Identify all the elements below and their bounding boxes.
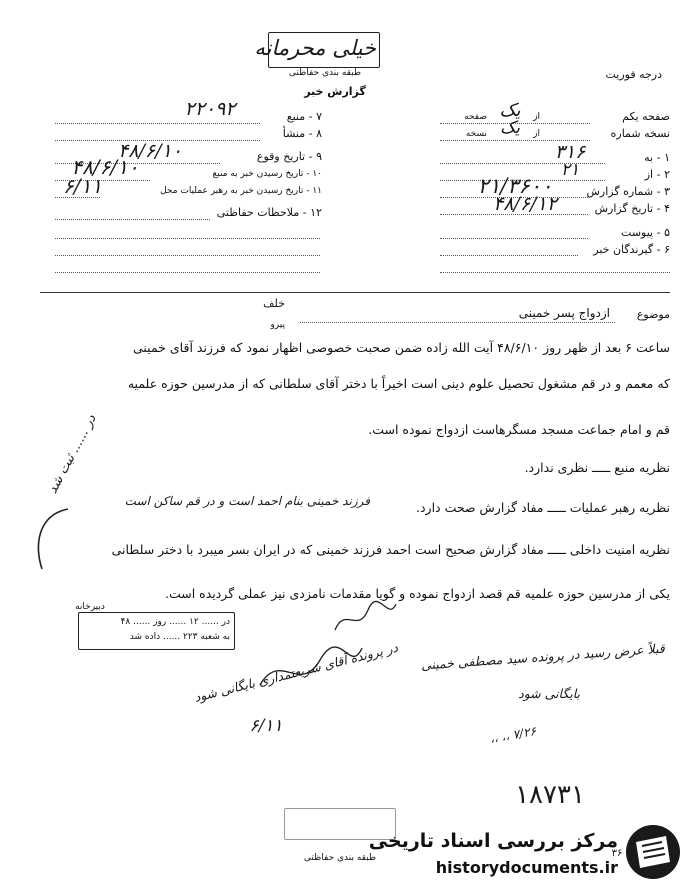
register-stamp-title: دبیرخانه bbox=[70, 602, 110, 612]
priority-label: درجه فوریت bbox=[605, 68, 662, 81]
classification-stamp: خیلی محرمانه bbox=[254, 36, 376, 60]
body-line-1: ساعت ۶ بعد از ظهر روز ۴۸/۶/۱۰ آیت الله زاده ضمن صحبت خصوصی اظهار نمود که فرزند آقای خمینی bbox=[132, 340, 670, 355]
signature-2-icon bbox=[330, 598, 400, 638]
subject-value: ازدواج پسر خمینی bbox=[518, 306, 610, 320]
handwritten-note-2: بایگانی شود bbox=[518, 686, 580, 701]
security-opinion-2: یکی از مدرسین حوزه علمیه قم قصد ازدواج نموده و گویا مقدمات نامزدی نیز عملی گردیده است. bbox=[164, 586, 670, 601]
to-value: ۳۱۶ bbox=[554, 141, 586, 163]
received-ops-dots bbox=[55, 197, 100, 198]
copy-value: یک bbox=[500, 118, 520, 138]
footer-classification-label: طبقه بندی حفاظتی bbox=[303, 853, 377, 863]
from-value: ۲۱ bbox=[560, 160, 580, 180]
logo-text: مرکز بررسی اسناد تاریخی bbox=[368, 830, 618, 852]
register-stamp-row-2: به شعبه ۲۲۳ ...... داده شد bbox=[129, 632, 230, 642]
subject-dots bbox=[300, 322, 615, 323]
classification-label: طبقه بندی حفاظتی bbox=[288, 68, 362, 78]
handwritten-note-3: در پرونده آقای شریعتمداری بایگانی شود bbox=[192, 639, 400, 705]
event-date-value: ۴۸/۶/۱۰ bbox=[118, 140, 182, 162]
to-label: ۱ - به bbox=[644, 151, 670, 164]
file-number: ۱۸۷۳۱ bbox=[515, 780, 585, 810]
file-label: خلف bbox=[263, 297, 285, 310]
security-opinion: نظریه امنیت داخلی ـــــ مفاد گزارش صحیح است احمد فرزند خمینی که در ایران بسر میبرد با دختر سلطانی bbox=[111, 542, 670, 557]
section-divider bbox=[40, 292, 670, 293]
logo-icon bbox=[622, 822, 684, 882]
attachment-label: ۵ - پیوست bbox=[621, 226, 670, 239]
report-date-label: ۴ - تاریخ گزارش bbox=[594, 202, 670, 215]
source-dots bbox=[55, 123, 260, 124]
page-word: صفحه bbox=[464, 112, 487, 122]
received-source-label: ۱۰ - تاریخ رسیدن خبر به منبع bbox=[212, 169, 322, 179]
margin-bracket-icon bbox=[28, 505, 78, 575]
copy-label: نسخه شماره bbox=[610, 127, 670, 140]
recipients-dots-2 bbox=[440, 272, 670, 273]
from-label: ۲ - از bbox=[644, 168, 670, 181]
report-date-dots bbox=[440, 214, 588, 215]
register-stamp-row-1: در ...... ۱۲ ...... روز ...... ۴۸ bbox=[120, 617, 230, 627]
handwritten-note-1: قبلاً عرض رسید در پرونده سید مصطفی خمینی bbox=[420, 640, 666, 673]
signature-date-2: ۷/۲۶ ،، ،، bbox=[488, 724, 538, 746]
attachment-dots bbox=[440, 238, 588, 239]
page-of: از bbox=[533, 112, 540, 122]
source-value: ۲۲۰۹۲ bbox=[184, 98, 236, 120]
page-label: صفحه یکم bbox=[622, 110, 670, 123]
left-extra-dots-3 bbox=[55, 272, 320, 273]
source-label: ۷ - منبع bbox=[286, 110, 322, 123]
page-number: ۳۶ bbox=[611, 848, 623, 859]
received-ops-value: ۶/۱۱ bbox=[63, 174, 102, 198]
subject-label: موضوع bbox=[636, 308, 670, 321]
recipients-label: ۶ - گیرندگان خبر bbox=[593, 243, 670, 256]
report-no-label: ۳ - شماره گزارش bbox=[586, 185, 670, 198]
source-opinion: نظریه منبع ـــــ نظری ندارد. bbox=[524, 460, 670, 475]
file-label-2: پیرو bbox=[270, 320, 285, 330]
report-title: گزارش خبر bbox=[304, 85, 366, 98]
ops-handwritten-note: فرزند خمینی بنام احمد است و در قم ساکن است bbox=[124, 494, 370, 508]
received-ops-label: ۱۱ - تاریخ رسیدن خبر به رهبر عملیات محل bbox=[160, 186, 322, 196]
report-date-value: ۴۸/۶/۱۲ bbox=[493, 193, 557, 215]
copy-of: از bbox=[533, 129, 540, 139]
logo-url: historydocuments.ir bbox=[435, 858, 618, 877]
ops-opinion: نظریه رهبر عملیات ـــــ مفاد گزارش صحت دارد. bbox=[416, 500, 670, 515]
recipients-dots bbox=[440, 255, 578, 256]
page-value: یک bbox=[499, 100, 521, 121]
body-line-2: که معمم و در قم مشغول تحصیل علوم دینی است اخیراً با دختر آقای سلطانی که از مدرسین حوزه علمیه bbox=[127, 376, 670, 391]
body-line-3: قم و امام جماعت مسجد مسگرهاست ازدواج نموده است. bbox=[368, 422, 670, 437]
left-extra-dots-2 bbox=[55, 255, 320, 256]
signature-icon bbox=[250, 640, 370, 700]
report-no-value: ۲۱/۳۶۰۰ bbox=[477, 174, 553, 198]
copy-word: نسخه bbox=[465, 129, 487, 139]
received-source-value: ۴۸/۶/۱۰ bbox=[71, 155, 139, 179]
security-label: ۱۲ - ملاحظات حفاظتی bbox=[216, 206, 322, 219]
margin-note: در ...... ثبت شد bbox=[45, 412, 100, 497]
security-dots bbox=[55, 219, 210, 220]
left-extra-dots-1 bbox=[55, 238, 320, 239]
event-date-label: ۹ - تاریخ وقوع bbox=[256, 150, 322, 163]
origin-label: ۸ - منشأ bbox=[282, 127, 322, 140]
signature-date-1: ۶/۱۱ bbox=[249, 716, 283, 736]
